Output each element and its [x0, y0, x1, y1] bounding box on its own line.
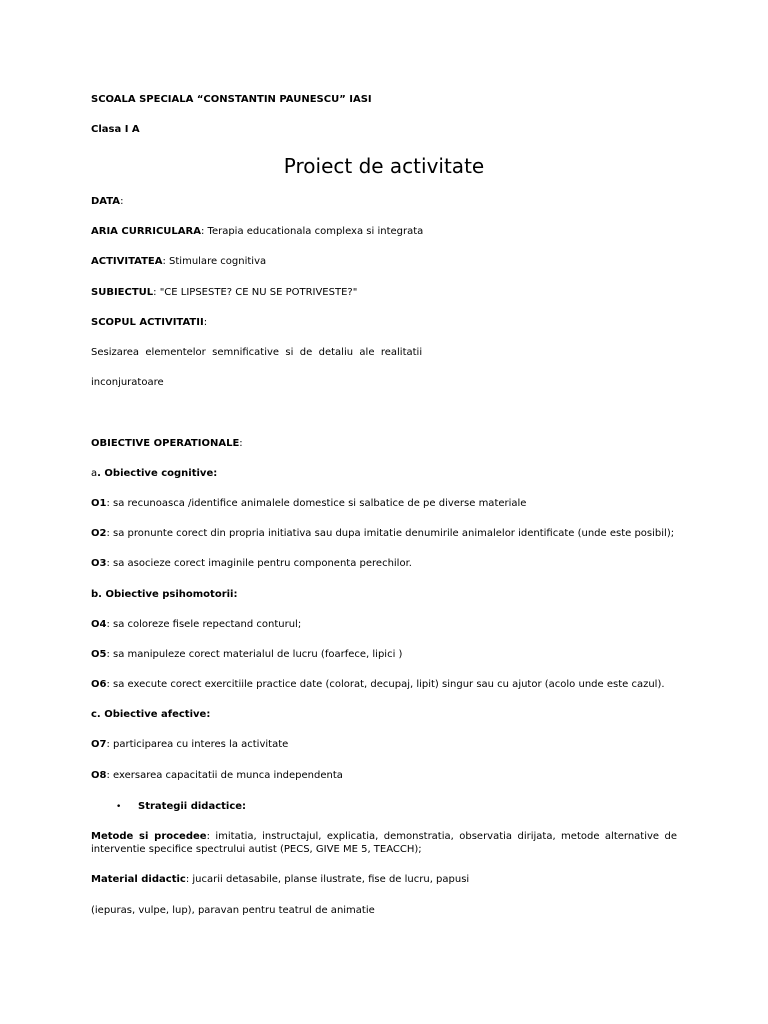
- metode-label: Metode si procedee: [91, 831, 207, 842]
- metode-line2: interventie specifice spectrului autist (PECS, GIVE ME 5, TEACCH);: [91, 844, 422, 855]
- o4-text: : sa coloreze fisele repectand conturul;: [106, 619, 302, 630]
- objective-o6: [91, 678, 665, 691]
- class-name: Clasa I A: [91, 124, 140, 135]
- objective-o4: [91, 618, 301, 631]
- scop-label: SCOPUL ACTIVITATII: [91, 317, 204, 328]
- material-label: Material didactic: [91, 874, 186, 885]
- o2-label: O2: [91, 528, 107, 539]
- psihomotorii-heading: b. Obiective psihomotorii:: [91, 589, 238, 600]
- subiect-line: [91, 286, 357, 299]
- o8-text: : exersarea capacitatii de munca independenta: [106, 770, 343, 781]
- bullet-icon: •: [116, 802, 122, 812]
- activitate-label: ACTIVITATEA: [91, 256, 163, 267]
- material-line2: (iepuras, vulpe, lup), paravan pentru teatrul de animatie: [91, 905, 375, 916]
- data-line: [91, 195, 123, 208]
- obiective-label: OBIECTIVE OPERATIONALE: [91, 438, 240, 449]
- strategii-label: Strategii didactice:: [138, 801, 247, 812]
- cognitive-label: . Obiective cognitive:: [97, 468, 218, 479]
- o2-text: : sa pronunte corect din propria initiativa sau dupa imitatie denumirile animalelor identificate (unde este posibil);: [106, 528, 675, 539]
- subiect-value: : "CE LIPSESTE? CE NU SE POTRIVESTE?": [153, 287, 358, 298]
- scop-line: [91, 316, 207, 329]
- o5-text: : sa manipuleze corect materialul de lucru (foarfece, lipici ): [106, 649, 403, 660]
- o3-text: : sa asocieze corect imaginile pentru componenta perechilor.: [106, 558, 412, 569]
- o6-label: O6: [91, 679, 107, 690]
- scop-colon: :: [203, 317, 208, 328]
- school-name: SCOALA SPECIALA “CONSTANTIN PAUNESCU” IASI: [91, 94, 372, 105]
- metode-text: : imitatia, instructajul, explicatia, demonstratia, observatia dirijata, metode alternative de: [206, 831, 677, 842]
- o1-label: O1: [91, 498, 107, 509]
- objective-o7: [91, 738, 288, 751]
- subiect-label: SUBIECTUL: [91, 287, 154, 298]
- strategii-bullet-item: [116, 800, 246, 814]
- cognitive-heading: [91, 467, 217, 480]
- o4-label: O4: [91, 619, 107, 630]
- aria-value: : Terapia educationala complexa si integrata: [200, 226, 424, 237]
- activitate-value: : Stimulare cognitiva: [162, 256, 267, 267]
- aria-line: [91, 225, 423, 238]
- o5-label: O5: [91, 649, 107, 660]
- o3-label: O3: [91, 558, 107, 569]
- o1-text: : sa recunoasca /identifice animalele domestice si salbatice de pe diverse materiale: [106, 498, 527, 509]
- data-colon: :: [120, 196, 124, 207]
- material-value: : jucarii detasabile, planse ilustrate, fise de lucru, papusi: [185, 874, 470, 885]
- data-label: DATA: [91, 196, 121, 207]
- cognitive-prefix: a: [91, 468, 98, 479]
- objective-o8: [91, 769, 343, 782]
- page-title: Proiect de activitate: [283, 154, 485, 178]
- o7-label: O7: [91, 739, 107, 750]
- obiective-colon: :: [239, 438, 243, 449]
- aria-label: ARIA CURRICULARA: [91, 226, 201, 237]
- scop-text-line2: inconjuratoare: [91, 377, 164, 388]
- o7-text: : participarea cu interes la activitate: [106, 739, 289, 750]
- objective-o3: [91, 557, 412, 570]
- objective-o2: [91, 527, 674, 540]
- objective-o5: [91, 648, 402, 661]
- obiective-heading: [91, 437, 243, 450]
- o6-text: : sa execute corect exercitiile practice date (colorat, decupaj, lipit) singur sau cu ajutor (acolo unde este cazul).: [106, 679, 665, 690]
- metode-line1: [91, 830, 677, 843]
- objective-o1: [91, 497, 526, 510]
- material-line: [91, 873, 469, 886]
- afective-heading: c. Obiective afective:: [91, 709, 211, 720]
- scop-text-line1: Sesizarea elementelor semnificative si de detaliu ale realitatii: [91, 347, 423, 358]
- o8-label: O8: [91, 770, 107, 781]
- activitate-line: [91, 255, 266, 268]
